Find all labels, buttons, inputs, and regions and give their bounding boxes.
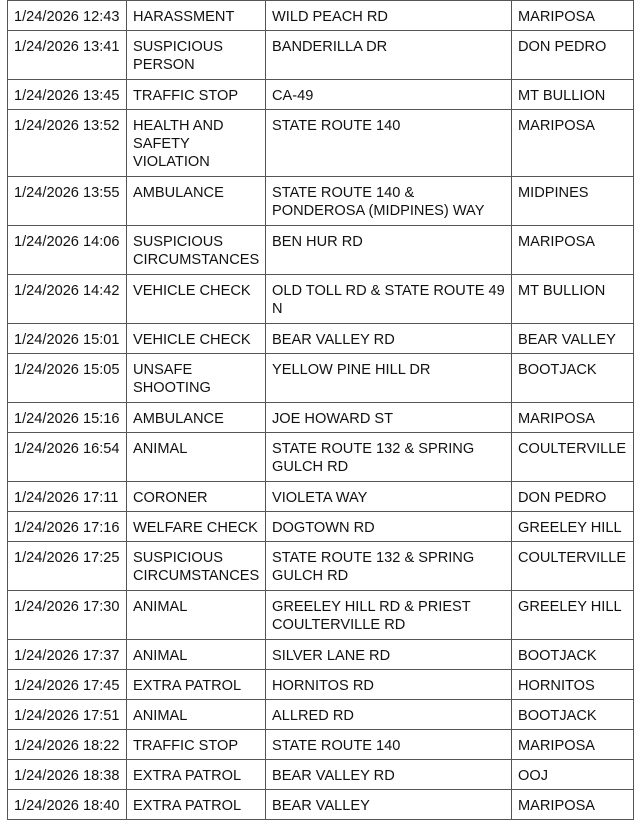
table-row	[8, 80, 634, 110]
incident-type-cell: HEALTH AND SAFETY VIOLATION	[127, 110, 266, 177]
datetime-cell: 1/24/2026 17:11	[8, 482, 127, 512]
datetime-cell: 1/24/2026 13:41	[8, 31, 127, 80]
table-row	[8, 275, 634, 324]
table-row	[8, 226, 634, 275]
table-row	[8, 640, 634, 670]
location-cell: STATE ROUTE 140	[266, 730, 512, 760]
area-cell: MARIPOSA	[512, 403, 634, 433]
call-log-body	[8, 1, 634, 820]
datetime-cell: 1/24/2026 13:52	[8, 110, 127, 177]
area-cell: BOOTJACK	[512, 354, 634, 403]
datetime-cell: 1/24/2026 17:51	[8, 700, 127, 730]
incident-type-cell: EXTRA PATROL	[127, 670, 266, 700]
area-cell: BOOTJACK	[512, 640, 634, 670]
datetime-cell: 1/24/2026 18:22	[8, 730, 127, 760]
area-cell: MARIPOSA	[512, 110, 634, 177]
area-cell: COULTERVILLE	[512, 542, 634, 591]
area-cell: BOOTJACK	[512, 700, 634, 730]
table-row	[8, 403, 634, 433]
table-row	[8, 110, 634, 177]
datetime-cell: 1/24/2026 14:42	[8, 275, 127, 324]
incident-type-cell: SUSPICIOUS PERSON	[127, 31, 266, 80]
datetime-cell: 1/24/2026 18:38	[8, 760, 127, 790]
table-row	[8, 324, 634, 354]
table-row	[8, 177, 634, 226]
incident-type-cell: UNSAFE SHOOTING	[127, 354, 266, 403]
area-cell: MT BULLION	[512, 275, 634, 324]
incident-type-cell: SUSPICIOUS CIRCUMSTANCES	[127, 542, 266, 591]
datetime-cell: 1/24/2026 17:37	[8, 640, 127, 670]
location-cell: BANDERILLA DR	[266, 31, 512, 80]
incident-type-cell: CORONER	[127, 482, 266, 512]
incident-type-cell: EXTRA PATROL	[127, 760, 266, 790]
location-cell: YELLOW PINE HILL DR	[266, 354, 512, 403]
location-cell: GREELEY HILL RD & PRIEST COULTERVILLE RD	[266, 591, 512, 640]
location-cell: STATE ROUTE 132 & SPRING GULCH RD	[266, 542, 512, 591]
call-log-table	[7, 0, 634, 820]
location-cell: STATE ROUTE 132 & SPRING GULCH RD	[266, 433, 512, 482]
table-row	[8, 760, 634, 790]
location-cell: JOE HOWARD ST	[266, 403, 512, 433]
table-row	[8, 670, 634, 700]
area-cell: MIDPINES	[512, 177, 634, 226]
table-row	[8, 542, 634, 591]
area-cell: MT BULLION	[512, 80, 634, 110]
area-cell: COULTERVILLE	[512, 433, 634, 482]
area-cell: DON PEDRO	[512, 482, 634, 512]
area-cell: MARIPOSA	[512, 730, 634, 760]
incident-type-cell: WELFARE CHECK	[127, 512, 266, 542]
incident-type-cell: ANIMAL	[127, 591, 266, 640]
location-cell: STATE ROUTE 140	[266, 110, 512, 177]
area-cell: GREELEY HILL	[512, 512, 634, 542]
datetime-cell: 1/24/2026 17:25	[8, 542, 127, 591]
area-cell: MARIPOSA	[512, 226, 634, 275]
location-cell: SILVER LANE RD	[266, 640, 512, 670]
incident-type-cell: SUSPICIOUS CIRCUMSTANCES	[127, 226, 266, 275]
incident-type-cell: TRAFFIC STOP	[127, 80, 266, 110]
table-row	[8, 700, 634, 730]
location-cell: BEAR VALLEY RD	[266, 760, 512, 790]
area-cell: MARIPOSA	[512, 790, 634, 820]
datetime-cell: 1/24/2026 13:45	[8, 80, 127, 110]
location-cell: OLD TOLL RD & STATE ROUTE 49 N	[266, 275, 512, 324]
datetime-cell: 1/24/2026 13:55	[8, 177, 127, 226]
datetime-cell: 1/24/2026 12:43	[8, 1, 127, 31]
location-cell: BEAR VALLEY	[266, 790, 512, 820]
location-cell: CA-49	[266, 80, 512, 110]
location-cell: BEN HUR RD	[266, 226, 512, 275]
incident-type-cell: EXTRA PATROL	[127, 790, 266, 820]
table-row	[8, 433, 634, 482]
location-cell: STATE ROUTE 140 & PONDEROSA (MIDPINES) WAY	[266, 177, 512, 226]
datetime-cell: 1/24/2026 14:06	[8, 226, 127, 275]
table-row	[8, 591, 634, 640]
location-cell: HORNITOS RD	[266, 670, 512, 700]
datetime-cell: 1/24/2026 15:01	[8, 324, 127, 354]
table-row	[8, 354, 634, 403]
location-cell: VIOLETA WAY	[266, 482, 512, 512]
datetime-cell: 1/24/2026 17:16	[8, 512, 127, 542]
location-cell: BEAR VALLEY RD	[266, 324, 512, 354]
incident-type-cell: ANIMAL	[127, 433, 266, 482]
area-cell: MARIPOSA	[512, 1, 634, 31]
datetime-cell: 1/24/2026 16:54	[8, 433, 127, 482]
area-cell: DON PEDRO	[512, 31, 634, 80]
table-row	[8, 31, 634, 80]
incident-type-cell: VEHICLE CHECK	[127, 324, 266, 354]
area-cell: HORNITOS	[512, 670, 634, 700]
table-row	[8, 790, 634, 820]
incident-type-cell: ANIMAL	[127, 700, 266, 730]
incident-type-cell: VEHICLE CHECK	[127, 275, 266, 324]
table-row	[8, 482, 634, 512]
area-cell: BEAR VALLEY	[512, 324, 634, 354]
incident-type-cell: TRAFFIC STOP	[127, 730, 266, 760]
incident-type-cell: HARASSMENT	[127, 1, 266, 31]
location-cell: DOGTOWN RD	[266, 512, 512, 542]
datetime-cell: 1/24/2026 15:05	[8, 354, 127, 403]
area-cell: GREELEY HILL	[512, 591, 634, 640]
incident-type-cell: AMBULANCE	[127, 403, 266, 433]
location-cell: WILD PEACH RD	[266, 1, 512, 31]
incident-type-cell: AMBULANCE	[127, 177, 266, 226]
location-cell: ALLRED RD	[266, 700, 512, 730]
incident-type-cell: ANIMAL	[127, 640, 266, 670]
table-row	[8, 730, 634, 760]
area-cell: OOJ	[512, 760, 634, 790]
datetime-cell: 1/24/2026 18:40	[8, 790, 127, 820]
datetime-cell: 1/24/2026 17:30	[8, 591, 127, 640]
datetime-cell: 1/24/2026 17:45	[8, 670, 127, 700]
table-row	[8, 1, 634, 31]
table-row	[8, 512, 634, 542]
datetime-cell: 1/24/2026 15:16	[8, 403, 127, 433]
